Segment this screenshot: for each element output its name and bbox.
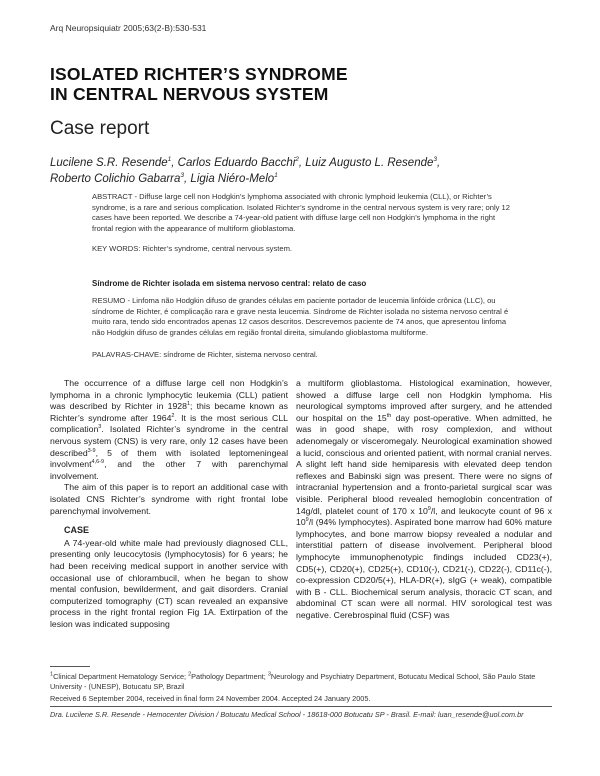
keywords: KEY WORDS: Richter’s syndrome, central nervous system. [92, 244, 293, 253]
author-separator: , [298, 157, 306, 169]
title-line-2: IN CENTRAL NERVOUS SYSTEM [50, 84, 329, 104]
author-name: Lucilene S.R. Resende [50, 157, 168, 169]
case-paragraph: A 74-year-old white male had previously diagnosed CLL, presenting only leucocytosis (lymphocytosis) for 6 years; he had been receiving medical support in another service with occasional use of chlorambucil, when he began to show mental confusion, bewilderment, and gait disorders. Cranial computerized tomography (CT) scan revealed an expansive process in the right frontal region Fig 1A. Extirpation of the lesion was indicated supposing [50, 537, 288, 629]
case-paragraph-continued [296, 378, 552, 621]
received-dates: Received 6 September 2004, received in final form 24 November 2004. Accepted 24 January 2005. [50, 694, 371, 703]
abstract: ABSTRACT - Diffuse large cell non Hodgkin’s lymphoma associated with chronic lymphoid leukemia (CLL), or Richter’s syndrome, is a rare and serious complication. Isolated Richter’s syndrome in the central nervous system is very rare; only 12 cases have been reported. We describe a 74-year-old patient with diffuse large cell non Hodgkin’s lymphoma in the right frontal region with the appearance of multiform glioblastoma. [92, 192, 510, 233]
text-run: , and the other 7 with parenchymal involvement. [50, 459, 288, 481]
author-list [50, 155, 550, 187]
text-run: /l, and leukocyte count of 96 x 10 [296, 505, 552, 528]
author-affiliation: 3 [180, 172, 185, 180]
author-affiliation: 3 [433, 156, 437, 164]
text-run: . It is the most serious CLL complication [50, 412, 288, 435]
palavras-chave: PALAVRAS-CHAVE: síndrome de Richter, sistema nervoso central. [92, 350, 318, 359]
article-type: Case report [50, 118, 150, 139]
right-column [296, 378, 552, 621]
text-run: The occurrence of a diffuse large cell non Hodgkin’s lymphoma in a chronic lymphocytic leukemia (CLL) patient was described by Richter in 1928 [50, 378, 288, 412]
text-run: ; this became known as Richter’s syndrome after 1964 [50, 401, 288, 423]
author-name: Roberto Colichio Gabarra [50, 173, 181, 185]
author-separator: , [184, 173, 191, 185]
footnote-marker: 1 [50, 671, 54, 678]
author-affiliation: 2 [295, 156, 299, 164]
correspondence-address: Dra. Lucilene S.R. Resende - Hemocenter Division / Botucatu Medical School - 18618-000 Botucatu SP - Brasil. E-mail: luan_resende@uol.com.br [50, 710, 524, 719]
author-name: Ligia Niéro-Melo [190, 173, 275, 185]
text-run: . Isolated Richter’s syndrome in the central nervous system (CNS) is very rare, only 12 cases have been described [50, 424, 288, 458]
author-separator: , [171, 157, 178, 169]
author-separator: , [437, 157, 441, 169]
affiliation-footnote [50, 672, 552, 692]
intro-paragraph-2: The aim of this paper is to report an additional case with isolated CNS Richter’s syndrome with right frontal lobe parenchymal involvement. [50, 482, 288, 516]
citation: 2 [171, 412, 175, 419]
portuguese-title: Síndrome de Richter isolada em sistema nervoso central: relato de caso [92, 279, 367, 288]
citation: 3-9 [87, 447, 96, 454]
footnote-text: Neurology and Psychiatry Department, Botucatu Medical School, São Paulo State University - (UNESP), Botucatu SP, Brazil [50, 672, 536, 691]
ordinal: th [386, 412, 392, 419]
case-heading: CASE [64, 525, 90, 536]
citation: 1 [186, 401, 191, 408]
text-run: a multiform glioblastoma. Histological examination, however, showed a diffuse large cell non Hodgkin lymphoma. His neurological symptoms improved after surgery, and he attended our hospital on the 15 [296, 378, 552, 423]
citation: 4,6-9 [91, 459, 105, 466]
author-name: Luiz Augusto L. Resende [305, 157, 434, 169]
footnote-text: Pathology Department; [191, 672, 268, 681]
footnote-marker: 2 [188, 671, 192, 678]
author-affiliation: 1 [274, 172, 278, 180]
text-run: /l (94% lymphocytes). Aspirated bone marrow had 60% mature lymphocytes, and bone marrow biopsy revealed a nodular and interstitial pattern of disease involvement. Peripheral blood lymphocyte immunophenotypic findings included CD23(+), CD5(+), CD20(+), CD25(+), CD10(-), CD21(-), CD22(-), CD11c(-), co-expression CD20/5(+), HLA-DR(+), sIgG (+ weak), compatible with B - CLL. Biochemical serum analysis, thoracic CT scan, and abdominal CT scan were all normal. HIV sorological test was negative. Cerebrospinal fluid (CSF) was [296, 517, 552, 620]
left-column [50, 378, 288, 630]
journal-citation: Arq Neuropsiquiatr 2005;63(2-B):530-531 [50, 23, 207, 33]
title-line-1: ISOLATED RICHTER’S SYNDROME [50, 64, 348, 84]
text-run: day post-operative. When admitted, he was in good shape, with rosy complexion, and without adenomegaly or visceromegaly. Neurological examination showed a lucid, conscious and oriented patient, with normal cranial nerves. A slight left hand side hemiparesis with elevated deep tendon reflexes and Babinski sign was present. There were no signs of intracranial hypertension and a fronto-parietal surgical scar was visible. Peripheral blood revealed hemoglobin concentration of 14g/dl, platelet count of 170 x 10 [296, 412, 552, 516]
exponent: 9 [305, 517, 309, 524]
author-affiliation: 1 [167, 156, 172, 164]
citation: 3 [98, 424, 102, 431]
intro-paragraph-1 [50, 378, 288, 482]
footnote-text: Clinical Department Hematology Service; [53, 672, 189, 681]
footnote-divider [50, 666, 90, 667]
author-name: Carlos Eduardo Bacchi [177, 157, 296, 169]
footnote-marker: 3 [267, 671, 271, 678]
address-divider [50, 706, 552, 707]
resumo: RESUMO - Linfoma não Hodgkin difuso de grandes células em paciente portador de leucemia linfóide crônica (LLC), ou síndrome de Richter, é complicação rara e grave nesta leucemia. Síndrome de Richter isolada no sistema nervoso central é muito rara, tendo sido encontrados apenas 12 casos descritos. Descrevemos paciente de 74 anos, que apresentou linfoma não Hodgkin difuso de grandes células em região frontal direita, simulando glioblastoma multiforme. [92, 296, 509, 337]
exponent: 9 [427, 505, 431, 512]
article-title [50, 64, 550, 104]
text-run: , 5 of them with isolated leptomeningeal involvment [50, 447, 288, 470]
